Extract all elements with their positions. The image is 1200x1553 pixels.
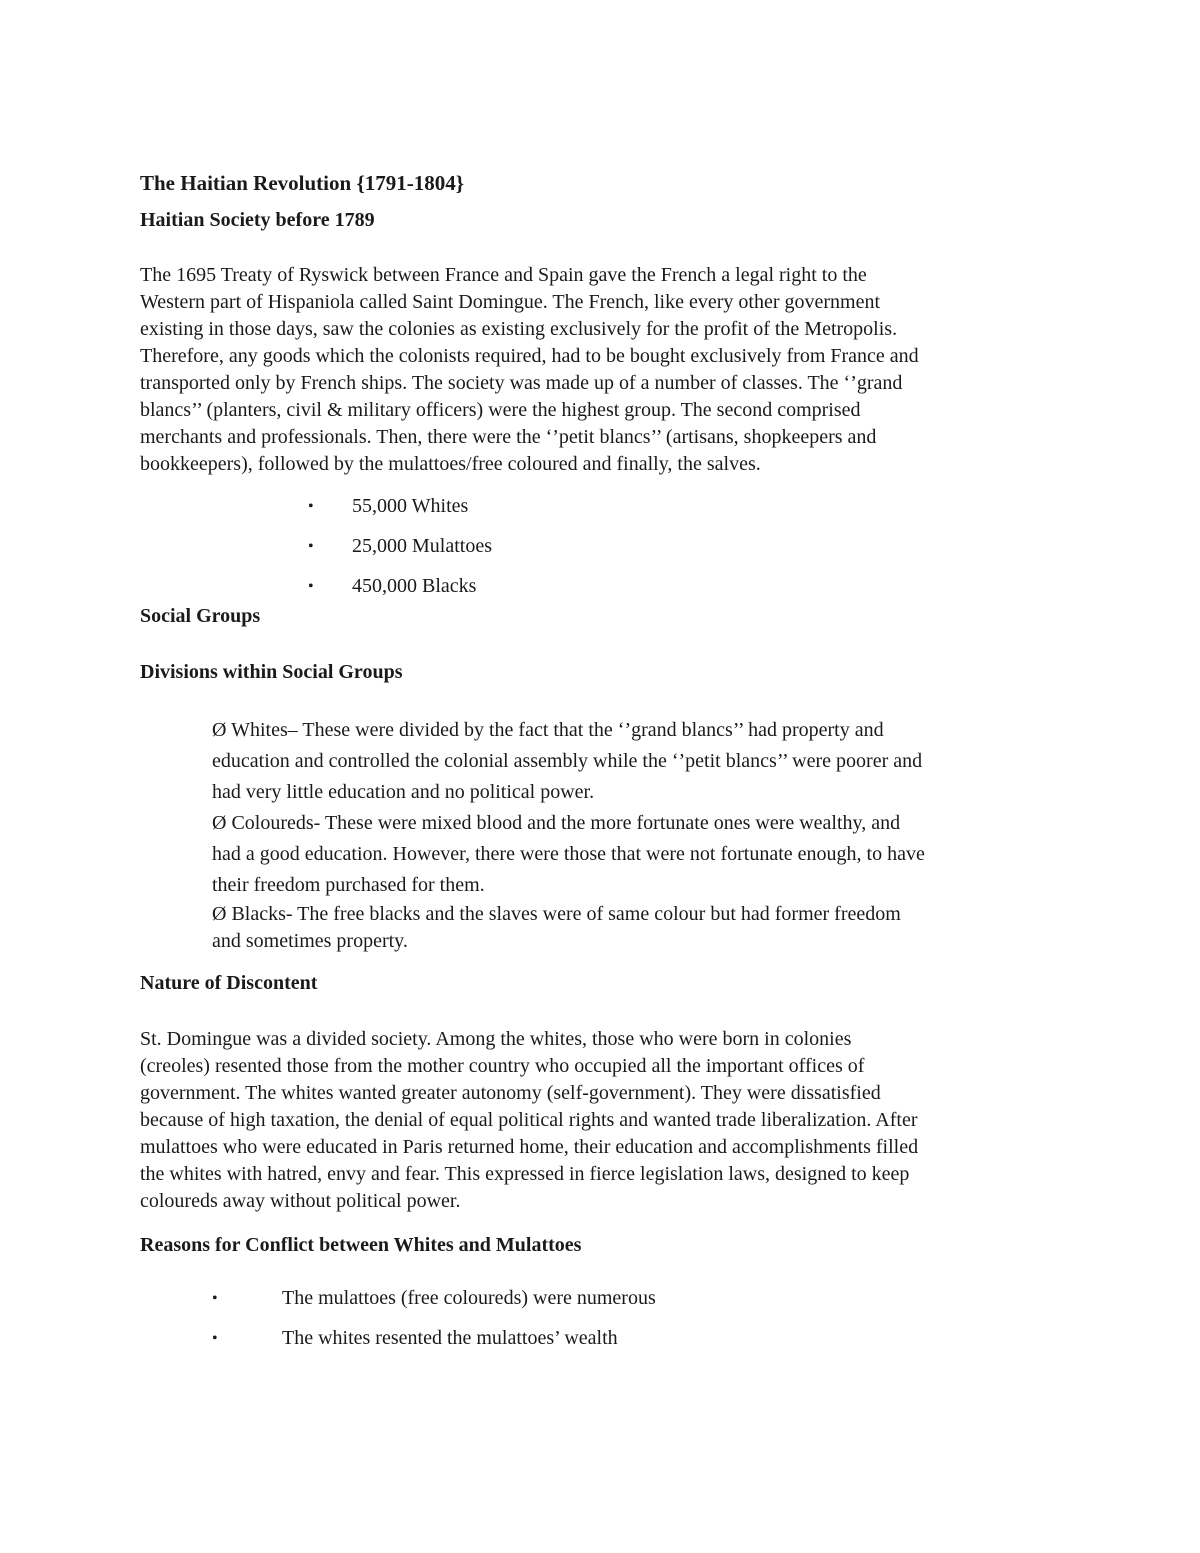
heading-haitian-society: Haitian Society before 1789 (140, 209, 375, 231)
heading-divisions: Divisions within Social Groups (140, 661, 403, 683)
list-bullet: • (308, 578, 314, 595)
list-bullet: • (308, 498, 314, 515)
paragraph-line: St. Domingue was a divided society. Among the whites, those who were born in colonies (140, 1028, 852, 1050)
paragraph-line: Western part of Hispaniola called Saint Domingue. The French, like every other government (140, 291, 881, 313)
division-line: Ø Coloureds- These were mixed blood and the more fortunate ones were wealthy, and (212, 812, 901, 834)
list-bullet: • (308, 538, 314, 555)
paragraph-discontent (140, 1026, 1070, 1215)
division-line: had very little education and no political power. (212, 781, 595, 803)
division-blacks (212, 901, 1092, 955)
conflict-item: The whites resented the mulattoes’ wealth (282, 1327, 618, 1349)
population-item-whites: 55,000 Whites (352, 495, 469, 517)
division-line: Ø Blacks- The free blacks and the slaves were of same colour but had former freedom (212, 903, 901, 925)
population-item-mulattoes: 25,000 Mulattoes (352, 535, 492, 557)
division-line: Ø Whites– These were divided by the fact that the ‘’grand blancs’’ had property and (212, 719, 884, 741)
paragraph-line: because of high taxation, the denial of equal political rights and wanted trade liberalization. After (140, 1109, 918, 1131)
division-line: had a good education. However, there were those that were not fortunate enough, to have (212, 843, 925, 865)
paragraph-line: bookkeepers), followed by the mulattoes/free coloured and finally, the salves. (140, 453, 761, 475)
paragraph-line: blancs’’ (planters, civil & military officers) were the highest group. The second comprised (140, 399, 861, 421)
division-whites (212, 715, 1092, 808)
paragraph-society (140, 262, 1070, 478)
paragraph-line: Therefore, any goods which the colonists required, had to be bought exclusively from France and (140, 345, 919, 367)
paragraph-line: The 1695 Treaty of Ryswick between France and Spain gave the French a legal right to the (140, 264, 867, 286)
heading-discontent: Nature of Discontent (140, 972, 318, 994)
document-title: The Haitian Revolution {1791-1804} (140, 171, 464, 195)
heading-social-groups: Social Groups (140, 605, 261, 627)
heading-conflict: Reasons for Conflict between Whites and Mulattoes (140, 1234, 582, 1256)
paragraph-line: merchants and professionals. Then, there were the ‘’petit blancs’’ (artisans, shopkeepers and (140, 426, 877, 448)
division-coloureds (212, 808, 1092, 901)
paragraph-line: the whites with hatred, envy and fear. This expressed in fierce legislation laws, designed to keep (140, 1163, 910, 1185)
paragraph-line: transported only by French ships. The society was made up of a number of classes. The ‘’grand (140, 372, 903, 394)
division-line: their freedom purchased for them. (212, 874, 485, 896)
division-line: and sometimes property. (212, 930, 408, 952)
paragraph-line: existing in those days, saw the colonies as existing exclusively for the profit of the Metropolis. (140, 318, 898, 340)
paragraph-line: government. The whites wanted greater autonomy (self-government). They were dissatisfied (140, 1082, 881, 1104)
paragraph-line: (creoles) resented those from the mother country who occupied all the important offices of (140, 1055, 865, 1077)
division-line: education and controlled the colonial assembly while the ‘’petit blancs’’ were poorer and (212, 750, 923, 772)
list-bullet: • (212, 1290, 218, 1307)
population-item-blacks: 450,000 Blacks (352, 575, 477, 597)
conflict-item: The mulattoes (free coloureds) were numerous (282, 1287, 656, 1309)
paragraph-line: mulattoes who were educated in Paris returned home, their education and accomplishments filled (140, 1136, 919, 1158)
list-bullet: • (212, 1330, 218, 1347)
paragraph-line: coloureds away without political power. (140, 1190, 461, 1212)
